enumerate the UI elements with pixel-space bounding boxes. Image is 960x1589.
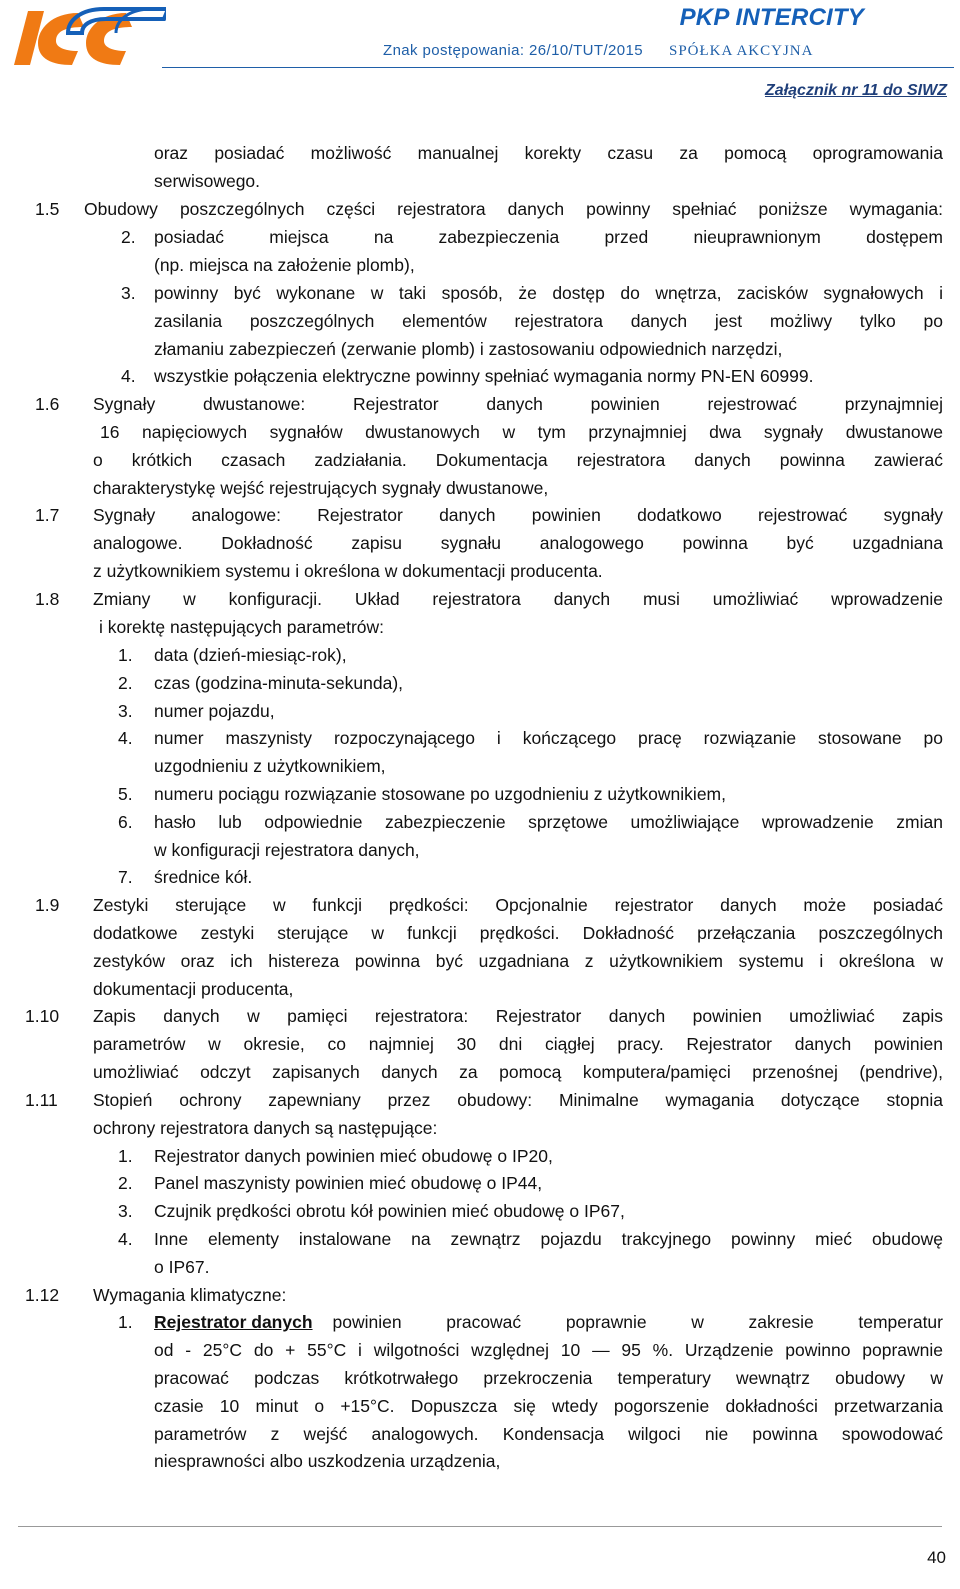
item-number: 2.	[118, 673, 133, 693]
text-line: Sygnały dwustanowe: Rejestrator danych powinien rejestrować przynajmniej	[93, 394, 943, 414]
text-line: dodatkowe zestyki sterujące w funkcji prędkości. Dokładność przełączania poszczególnych	[93, 923, 943, 943]
text-line: charakterystykę wejść rejestrujących sygnały dwustanowe,	[93, 478, 549, 498]
text-line: Rejestrator danych powinien mieć obudowę o IP20,	[154, 1146, 553, 1166]
footer-divider	[18, 1526, 942, 1527]
text-line: Panel maszynisty powinien mieć obudowę o IP44,	[154, 1173, 543, 1193]
item-number: 6.	[118, 812, 133, 832]
item-number: 3.	[121, 283, 136, 303]
item-number: 7.	[118, 867, 133, 887]
header-divider	[162, 67, 954, 68]
text-line: dokumentacji producenta,	[93, 979, 294, 999]
text-line: Sygnały analogowe: Rejestrator danych powinien dodatkowo rejestrować sygnały	[93, 505, 943, 525]
text-line: data (dzień-miesiąc-rok),	[154, 645, 347, 665]
section-number: 1.12	[25, 1285, 60, 1305]
text-line: uzgodnieniu z użytkownikiem,	[154, 756, 386, 776]
text-line: (np. miejsca na założenie plomb),	[154, 255, 415, 275]
section-number: 1.11	[25, 1090, 58, 1110]
section-number: 1.7	[35, 505, 60, 525]
text-line: zasilania poszczególnych elementów rejestratora danych jest możliwy tylko po	[154, 311, 943, 331]
intercity-logo	[8, 3, 166, 67]
section-number: 1.9	[35, 895, 60, 915]
item-number: 5.	[118, 784, 133, 804]
text-line: parametrów z wejść analogowych. Kondensacja wilgoci nie powinna spowodować	[154, 1424, 943, 1444]
text-line: niesprawności albo uszkodzenia urządzenia,	[154, 1451, 501, 1471]
section-number: 1.5	[35, 199, 60, 219]
text-line: średnice kół.	[154, 867, 253, 887]
text-line: czasie 10 minut o +15°C. Dopuszcza się wtedy pogorszenie dokładności przetwarzania	[154, 1396, 943, 1416]
item-number: 3.	[118, 1201, 133, 1221]
item-number: 1.	[118, 1146, 133, 1166]
text-line: numeru pociągu rozwiązanie stosowane po uzgodnieniu z użytkownikiem,	[154, 784, 726, 804]
text-line: z użytkownikiem systemu i określona w dokumentacji producenta.	[93, 561, 603, 581]
text-line: wszystkie połączenia elektryczne powinny spełniać wymagania normy PN-EN 60999.	[154, 366, 814, 386]
item-number: 1.	[118, 645, 133, 665]
text-line: hasło lub odpowiednie zabezpieczenie sprzętowe umożliwiające wprowadzenie zmian	[154, 812, 943, 832]
item-number: 2.	[121, 227, 136, 247]
text-fragment: powinien pracować poprawnie w zakresie temperatur	[332, 1312, 943, 1332]
text-line: umożliwiać odczyt zapisanych danych za pomocą komputera/pamięci przenośnej (pendrive),	[93, 1062, 943, 1082]
text-line: Zapis danych w pamięci rejestratora: Rejestrator danych powinien umożliwiać zapis	[93, 1006, 943, 1026]
text-line: serwisowego.	[154, 171, 261, 191]
text-line: o krótkich czasach zadziałania. Dokumentacja rejestratora danych powinna zawierać	[93, 450, 943, 470]
item-number: 3.	[118, 701, 133, 721]
text-line: Obudowy poszczególnych części rejestratora danych powinny spełniać poniższe wymagania:	[84, 199, 943, 219]
text-line: Wymagania klimatyczne:	[93, 1285, 287, 1305]
brand-name: PKP INTERCITY	[679, 4, 864, 31]
text-line: Stopień ochrony zapewniany przez obudowy: Minimalne wymagania dotyczące stopnia	[93, 1090, 943, 1110]
text-line: posiadać miejsca na zabezpieczenia przed nieuprawnionym dostępem	[154, 227, 943, 247]
text-line: analogowe. Dokładność zapisu sygnału analogowego powinna być uzgadniana	[93, 533, 943, 553]
section-number: 1.10	[25, 1006, 60, 1026]
text-line: pracować podczas krótkotrwałego przekroczenia temperatury wewnątrz obudowy w	[154, 1368, 943, 1388]
text-line: w konfiguracji rejestratora danych,	[154, 840, 420, 860]
item-number: 4.	[121, 366, 136, 386]
item-number: 4.	[118, 1229, 133, 1249]
brand-subtitle: SPÓŁKA AKCYJNA	[669, 43, 814, 59]
text-line: parametrów w okresie, co najmniej 30 dni ciągłej pracy. Rejestrator danych powinien	[93, 1034, 943, 1054]
text-line: oraz posiadać możliwość manualnej korekty czasu za pomocą oprogramowania	[154, 143, 943, 163]
text-line: 16 napięciowych sygnałów dwustanowych w tym przynajmniej dwa sygnały dwustanowe	[100, 422, 943, 442]
section-number: 1.6	[35, 394, 60, 414]
text-line: i korektę następujących parametrów:	[99, 617, 384, 637]
text-line: Zmiany w konfiguracji. Układ rejestratora danych musi umożliwiać wprowadzenie	[93, 589, 943, 609]
text-line: Czujnik prędkości obrotu kół powinien mieć obudowę o IP67,	[154, 1201, 625, 1221]
bold-term: Rejestrator danych	[154, 1312, 313, 1332]
text-line: zestyków oraz ich histereza powinna być uzgadniana z użytkownikiem systemu i określona w	[93, 951, 943, 971]
text-line: powinny być wykonane w taki sposób, że dostęp do wnętrza, zacisków sygnałowych i	[154, 283, 943, 303]
attachment-label: Załącznik nr 11 do SIWZ	[765, 82, 947, 99]
text-line: złamaniu zabezpieczeń (zerwanie plomb) i zastosowaniu odpowiednich narzędzi,	[154, 339, 783, 359]
item-number: 2.	[118, 1173, 133, 1193]
item-number: 4.	[118, 728, 133, 748]
text-line: Inne elementy instalowane na zewnątrz pojazdu trakcyjnego powinny mieć obudowę	[154, 1229, 943, 1249]
text-line: Zestyki sterujące w funkcji prędkości: Opcjonalnie rejestrator danych może posiadać	[93, 895, 943, 915]
procedure-reference: Znak postępowania: 26/10/TUT/2015	[383, 42, 644, 59]
text-line: od - 25°C do + 55°C i wilgotności względnej 10 — 95 %. Urządzenie powinno poprawnie	[154, 1340, 943, 1360]
section-number: 1.8	[35, 589, 60, 609]
text-line: numer pojazdu,	[154, 701, 275, 721]
text-line	[154, 1311, 943, 1333]
text-line: numer maszynisty rozpoczynającego i kończącego pracę rozwiązanie stosowane po	[154, 728, 943, 748]
text-line: czas (godzina-minuta-sekunda),	[154, 673, 404, 693]
text-line: o IP67.	[154, 1257, 210, 1277]
item-number: 1.	[118, 1312, 133, 1332]
text-line: ochrony rejestratora danych są następujące:	[93, 1118, 438, 1138]
page-number: 40	[927, 1548, 946, 1567]
